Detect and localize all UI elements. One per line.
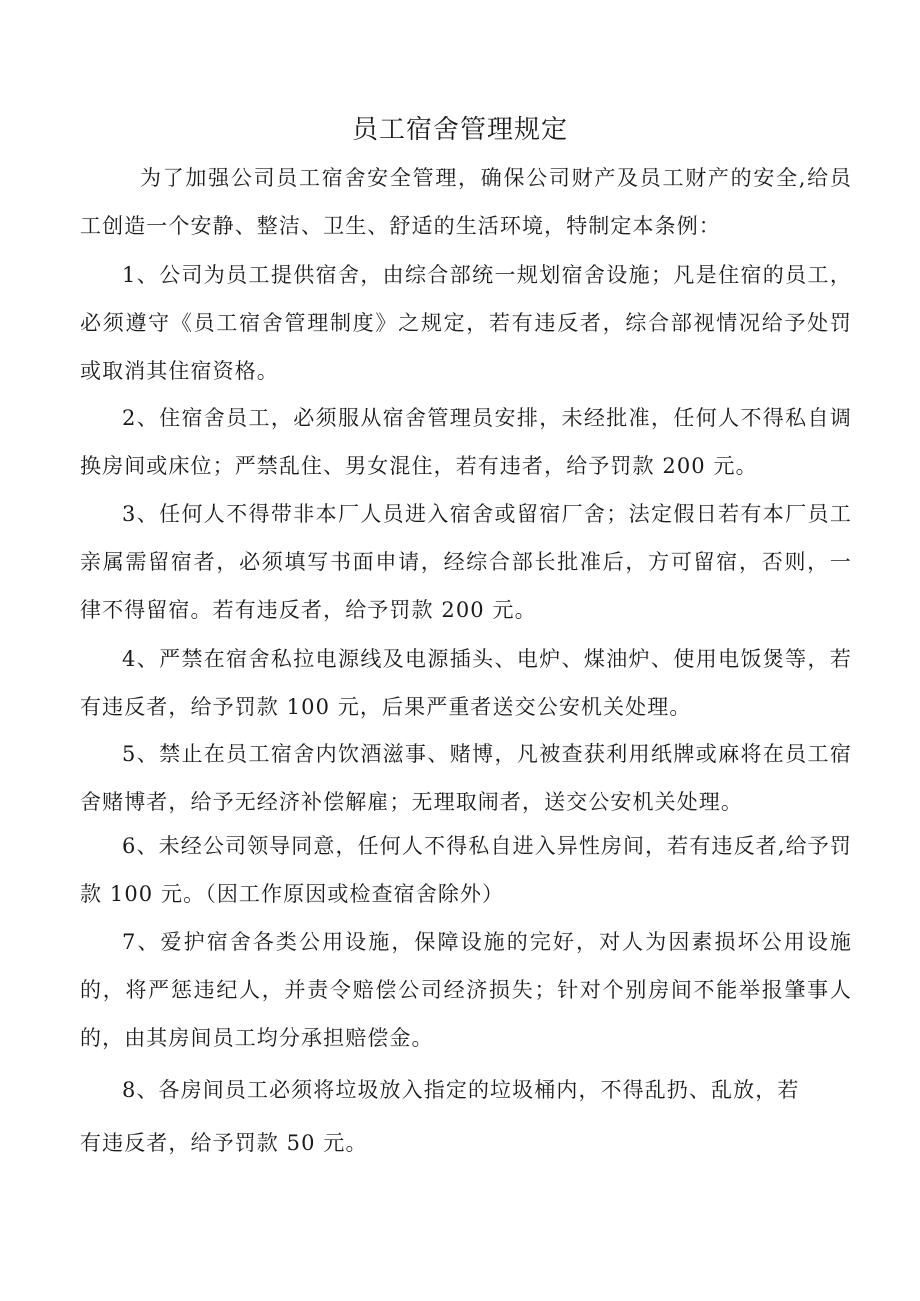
document-title: 员工宿舍管理规定 [351,115,568,145]
intro-paragraph: 为了加强公司员工宿舍安全管理，确保公司财产及员工财产的安全,给员工创造一个安静、整洁、卫生、舒适的生活环境，特制定本条例： [80,166,852,238]
clause-4: 4、严禁在宿舍私拉电源线及电源插头、电炉、煤油炉、使用电饭煲等，若有违反者，给予罚款 100 元，后果严重者送交公安机关处理。 [80,647,852,719]
clause-8-first-line: 8、各房间员工必须将垃圾放入指定的垃圾桶内，不得乱扔、乱放，若 [122,1078,800,1102]
clause-1: 1、公司为员工提供宿舍，由综合部统一规划宿舍设施；凡是住宿的员工，必须遵守《员工宿舍管理制度》之规定，若有违反者，综合部视情况给予处罚或取消其住宿资格。 [80,263,852,383]
clause-2: 2、住宿舍员工，必须服从宿舍管理员安排，未经批准，任何人不得私自调换房间或床位；严禁乱住、男女混住，若有违者，给予罚款 200 元。 [80,406,852,478]
clause-8-second-line: 有违反者，给予罚款 50 元。 [80,1131,368,1155]
clause-7: 7、爱护宿舍各类公用设施，保障设施的完好，对人为因素损坏公用设施的，将严惩违纪人，并责令赔偿公司经济损失；针对个别房间不能举报肇事人的，由其房间员工均分承担赔偿金。 [80,930,852,1050]
clause-3: 3、任何人不得带非本厂人员进入宿舍或留宿厂舍；法定假日若有本厂员工亲属需留宿者，必须填写书面申请，经综合部长批准后，方可留宿，否则，一律不得留宿。若有违反者，给予罚款 200 元。 [80,502,852,622]
clause-5: 5、禁止在员工宿舍内饮酒滋事、赌博，凡被查获利用纸牌或麻将在员工宿舍赌博者，给予无经济补偿解雇；无理取闹者，送交公安机关处理。 [80,742,852,814]
clause-6: 6、未经公司领导同意，任何人不得私自进入异性房间，若有违反者,给予罚款 100 元。（因工作原因或检查宿舍除外） [80,834,852,906]
